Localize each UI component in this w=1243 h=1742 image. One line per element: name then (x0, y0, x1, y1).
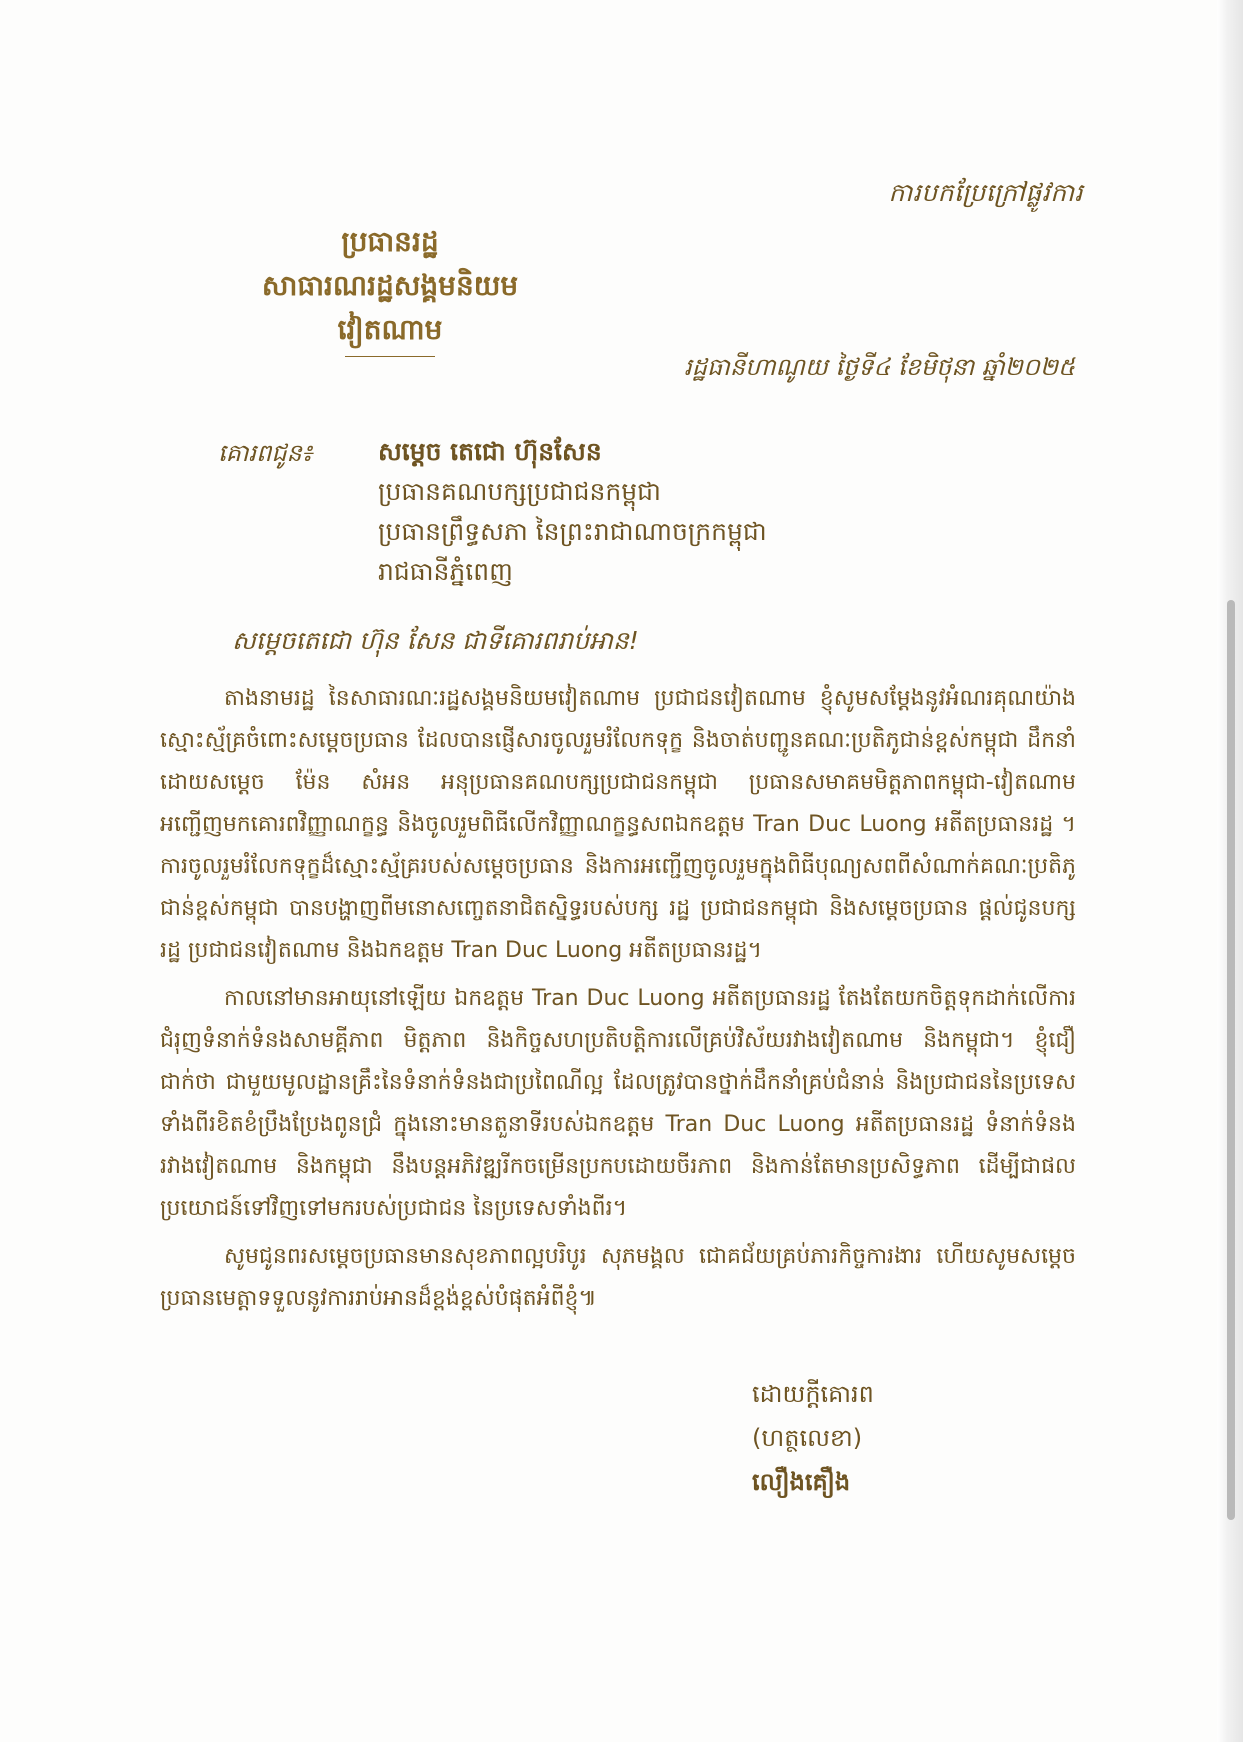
salutation: សម្តេចតេជោ ហ៊ុន សែន ជាទីគោរពរាប់អាន! (232, 626, 639, 655)
sender-underline (345, 356, 435, 357)
letter-body (160, 678, 1076, 1326)
translation-note: ការបកប្រែក្រៅផ្លូវការ (888, 178, 1083, 207)
body-paragraph-2: កាលនៅមានអាយុនៅឡើយ ឯកឧត្តម Tran Duc Luong អតីតប្រធានរដ្ឋ តែងតែយកចិត្តទុកដាក់លើការជំរុញទំនាក់ទំនងសាមគ្គីភាព មិត្តភាព និងកិច្ចសហប្រតិបត្តិការលើគ្រប់វិស័យរវាងវៀតណាម និងកម្ពុជា។ ខ្ញុំជឿជាក់ថា ជាមួយមូលដ្ឋានគ្រឹះនៃទំនាក់ទំនងជាប្រពៃណីល្អ ដែលត្រូវបានថ្នាក់ដឹកនាំគ្រប់ជំនាន់ និងប្រជាជននៃប្រទេសទាំងពីរខិតខំប្រឹងប្រែងពូនជ្រំ ក្នុងនោះមានតួនាទីរបស់ឯកឧត្តម Tran Duc Luong អតីតប្រធានរដ្ឋ ទំនាក់ទំនងរវាងវៀតណាម និងកម្ពុជា នឹងបន្តអភិវឌ្ឍរីកចម្រើនប្រកបដោយចីរភាព និងកាន់តែមានប្រសិទ្ធភាព ដើម្បីជាផលប្រយោជន៍ទៅវិញទៅមករបស់ប្រជាជន នៃប្រទេសទាំងពីរ។ (160, 986, 1076, 1221)
recipient-title-1: ប្រធានគណបក្សប្រជាជនកម្ពុជា (378, 477, 661, 506)
recipient-block (378, 432, 767, 592)
closing-respect: ដោយក្តីគោរព (752, 1380, 874, 1408)
closing-block (752, 1372, 874, 1504)
closing-signature-note: (ហត្ថលេខា) (752, 1424, 863, 1452)
body-paragraph-3: សូមជូនពរសម្តេចប្រធានមានសុខភាពល្អបរិបូរ សុភមង្គល ជោគជ័យគ្រប់ភារកិច្ចការងារ ហើយសូមសម្តេចប្រធានមេត្តាទទួលនូវការរាប់អានដ៏ខ្ពង់ខ្ពស់បំផុតអំពីខ្ញុំ៕ (160, 1244, 1076, 1311)
dateline: រដ្ឋធានីហាណូយ ថ្ងៃទី៤ ខែមិថុនា ឆ្នាំ២០២៥ (684, 353, 1075, 381)
recipient-place: រាជធានីភ្នំពេញ (378, 557, 513, 586)
sender-title: ប្រធានរដ្ឋ (341, 225, 439, 258)
signer-name: លឿងគឿង (752, 1468, 851, 1496)
sender-header (240, 220, 540, 357)
recipient-label: គោរពជូន៖ (218, 439, 313, 467)
sender-country-type: សាធារណរដ្ឋសង្គមនិយម (261, 269, 519, 302)
scrollbar-thumb[interactable] (1227, 600, 1235, 1520)
body-paragraph-1: តាងនាមរដ្ឋ នៃសាធារណៈរដ្ឋសង្គមនិយមវៀតណាម ប្រជាជនវៀតណាម ខ្ញុំសូមសម្តែងនូវអំណរគុណយ៉ាងស្មោះស្ម័គ្រចំពោះសម្តេចប្រធាន ដែលបានផ្ញើសារចូលរួមរំលែកទុក្ខ និងចាត់បញ្ជូនគណៈប្រតិភូជាន់ខ្ពស់កម្ពុជា ដឹកនាំដោយសម្តេច ម៉ែន សំអន អនុប្រធានគណបក្សប្រជាជនកម្ពុជា ប្រធានសមាគមមិត្តភាពកម្ពុជា-វៀតណាម អញ្ជើញមកគោរពវិញ្ញាណក្ខន្ធ និងចូលរួមពិធីលើកវិញ្ញាណក្ខន្ធសពឯកឧត្តម Tran Duc Luong អតីតប្រធានរដ្ឋ ។ ការចូលរួមរំលែកទុក្ខដ៏ស្មោះស្ម័គ្ររបស់សម្តេចប្រធាន និងការអញ្ជើញចូលរួមក្នុងពិធីបុណ្យសពពីសំណាក់គណៈប្រតិភូជាន់ខ្ពស់កម្ពុជា បានបង្ហាញពីមនោសញ្ចេតនាជិតស្និទ្ធរបស់បក្ស រដ្ឋ ប្រជាជនកម្ពុជា និងសម្តេចប្រធាន ផ្តល់ជូនបក្ស រដ្ឋ ប្រជាជនវៀតណាម និងឯកឧត្តម Tran Duc Luong អតីតប្រធានរដ្ឋ។ (160, 686, 1076, 963)
recipient-title-2: ប្រធានព្រឹទ្ធសភា នៃព្រះរាជាណាចក្រកម្ពុជា (378, 517, 767, 546)
sender-country: វៀតណាម (337, 313, 443, 346)
recipient-name: សម្តេច តេជោ ហ៊ុនសែន (378, 437, 602, 466)
